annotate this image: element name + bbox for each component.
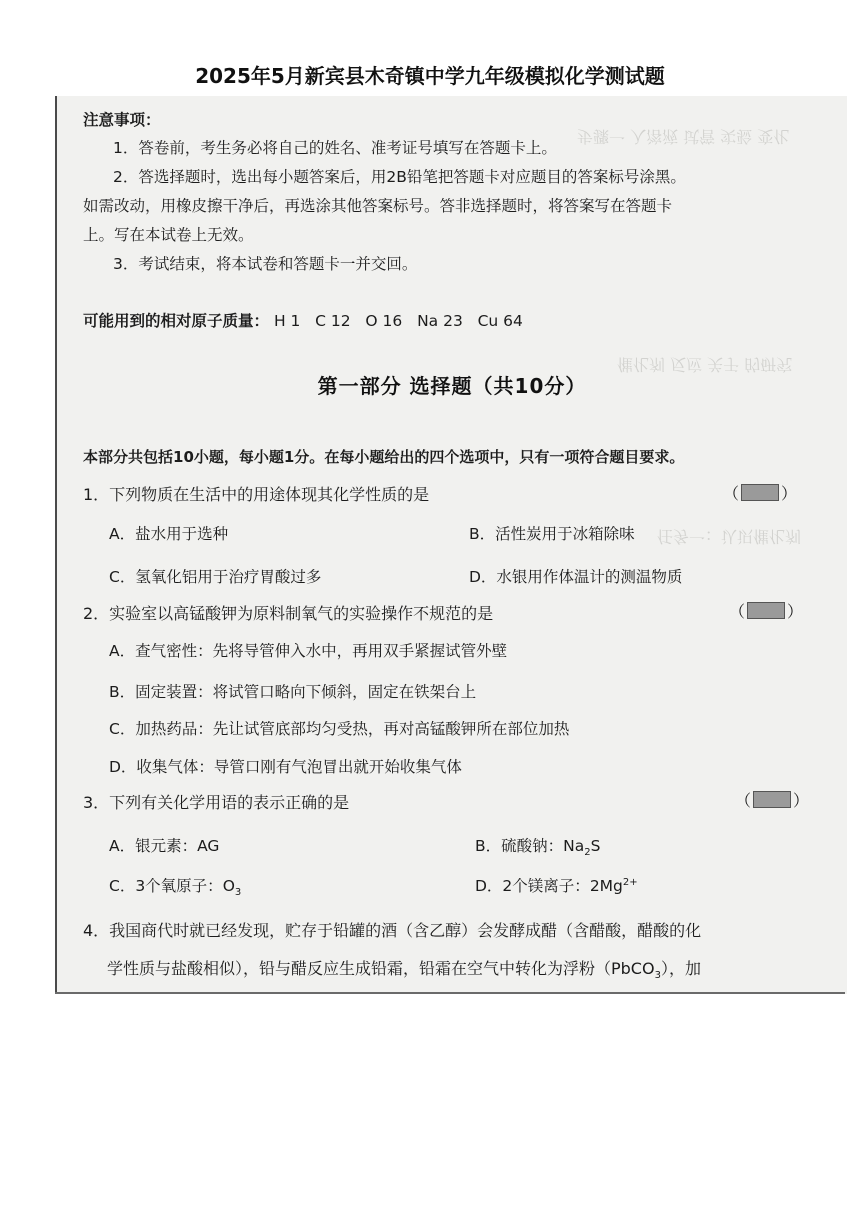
exam-title: 2025年5月新宾县木奇镇中学九年级模拟化学测试题: [195, 64, 665, 88]
question-4-stem-cont: 学性质与盐酸相似），铅与醋反应生成铅霜，铅霜在空气中转化为浮粉（PbCO$_3$），加: [107, 959, 701, 982]
scan-edge: [55, 992, 845, 994]
q3-option-d: D．2个镁离子：$2Mg^{2+}$: [475, 876, 638, 895]
q3-option-b: B．硫酸钠：$Na_2S$: [475, 837, 601, 859]
notice-item-1: 1．答卷前，考生务必将自己的姓名、准考证号填写在答题卡上。: [113, 139, 557, 157]
question-2-stem: 2．实验室以高锰酸钾为原料制氧气的实验操作不规范的是: [83, 604, 494, 623]
q3-option-c: C．3个氧原子：$O_3$: [109, 877, 242, 899]
bleed-through: 步骤一 入溶液 试管 实验 变化: [577, 127, 790, 146]
notice-heading: 注意事项：: [83, 111, 161, 129]
atomic-mass-label: 可能用到的相对原子质量：: [83, 312, 270, 330]
atomic-mass-values: H 1 C 12 O 16 Na 23 Cu 64: [273, 312, 523, 330]
question-1-stem: 1．下列物质在生活中的用途体现其化学性质的是: [83, 485, 430, 504]
q1-option-a: A．盐水用于选种: [109, 525, 229, 543]
q2-option-a: A．查气密性：先将导管伸入水中，再用双手紧握试管外壁: [109, 642, 508, 660]
scanned-page: 步骤一 入溶液 试管 实验 变化 催化剂 反应 关于 的研究 任务一：认识催化剂 注意事项： 1．答卷前，考生务必将自己的姓名、准考证号填写在答题卡上。 2．答选择题时，选出每小题答案后，用2B铅笔把答题卡对应题目的答案标号涂黑。 如需改动，用橡皮擦干净后，再选涂其他答案标号。答非选择题时，将答案写在答题卡 上。写在本试卷上无效。 3．考试结束，将本试卷和答题卡一并交回。 可能用到的相对原子质量： H 1 C 12 O 16 Na 23 Cu 64 第一部分 选择题（共10分） 本部分共包括10小题，每小题1分。在每小题给出的四个选项中，只有一项符合题目要求。 1．下列物质在生活中的用途体现其化学性质的是 （ ） A．盐水用于选种 B．活性炭用于冰箱除味 C．氢氧化铝用于治疗胃酸过多 D．水银用作体温计的测温物质 2．实验室以高锰酸钾为原料制氧气的实验操作不规范的是 （ ） A．查气密性：先将导管伸入水中，再用双手紧握试管外壁 B．固定装置：将试管口略向下倾斜，固定在铁架台上 C．加热药品：先让试管底部均匀受热，再对高锰酸钾所在部位加热 D．收集气体：导管口刚有气泡冒出就开始收集气体 3．下列有关化学用语的表示正确的是 （ ） A．银元素：AG B．硫酸钠：$Na_2S$ C．3个氧原子：$O_3$ D．2个镁离子：$2Mg^{2+}$ 4．我国商代时就已经发现，贮存于铅罐的酒（含乙醇）会发酵成醋（含醋酸，醋酸的化 学性质与盐酸相似），铅与醋反应生成铅霜，铅霜在空气中转化为浮粉（PbCO$_3$），加: [55, 96, 847, 994]
bleed-through: 催化剂 反应 关于 的研究: [617, 355, 793, 374]
question-3-stem: 3．下列有关化学用语的表示正确的是: [83, 793, 350, 812]
notice-item-2: 2．答选择题时，选出每小题答案后，用2B铅笔把答题卡对应题目的答案标号涂黑。: [113, 168, 686, 186]
q1-option-b: B．活性炭用于冰箱除味: [469, 525, 635, 543]
q3-option-a: A．银元素：AG: [109, 837, 220, 855]
q1-option-c: C．氢氧化铝用于治疗胃酸过多: [109, 568, 322, 586]
q2-option-c: C．加热药品：先让试管底部均匀受热，再对高锰酸钾所在部位加热: [109, 720, 570, 738]
atomic-mass-line: [83, 309, 523, 331]
notice-item-3: 3．考试结束，将本试卷和答题卡一并交回。: [113, 255, 418, 273]
q1-option-d: D．水银用作体温计的测温物质: [469, 568, 683, 586]
notice-item-2-end: 上。写在本试卷上无效。: [83, 226, 254, 244]
q2-option-d: D．收集气体：导管口刚有气泡冒出就开始收集气体: [109, 758, 462, 776]
section-instruction: 本部分共包括10小题，每小题1分。在每小题给出的四个选项中，只有一项符合题目要求。: [83, 448, 685, 466]
notice-item-2-cont: 如需改动，用橡皮擦干净后，再选涂其他答案标号。答非选择题时，将答案写在答题卡: [83, 197, 673, 215]
section-title: 第一部分 选择题（共10分）: [317, 374, 587, 398]
question-4-stem: 4．我国商代时就已经发现，贮存于铅罐的酒（含乙醇）会发酵成醋（含醋酸，醋酸的化: [83, 921, 702, 940]
q2-option-b: B．固定装置：将试管口略向下倾斜，固定在铁架台上: [109, 683, 477, 701]
bleed-through: 任务一：认识催化剂: [657, 527, 802, 546]
